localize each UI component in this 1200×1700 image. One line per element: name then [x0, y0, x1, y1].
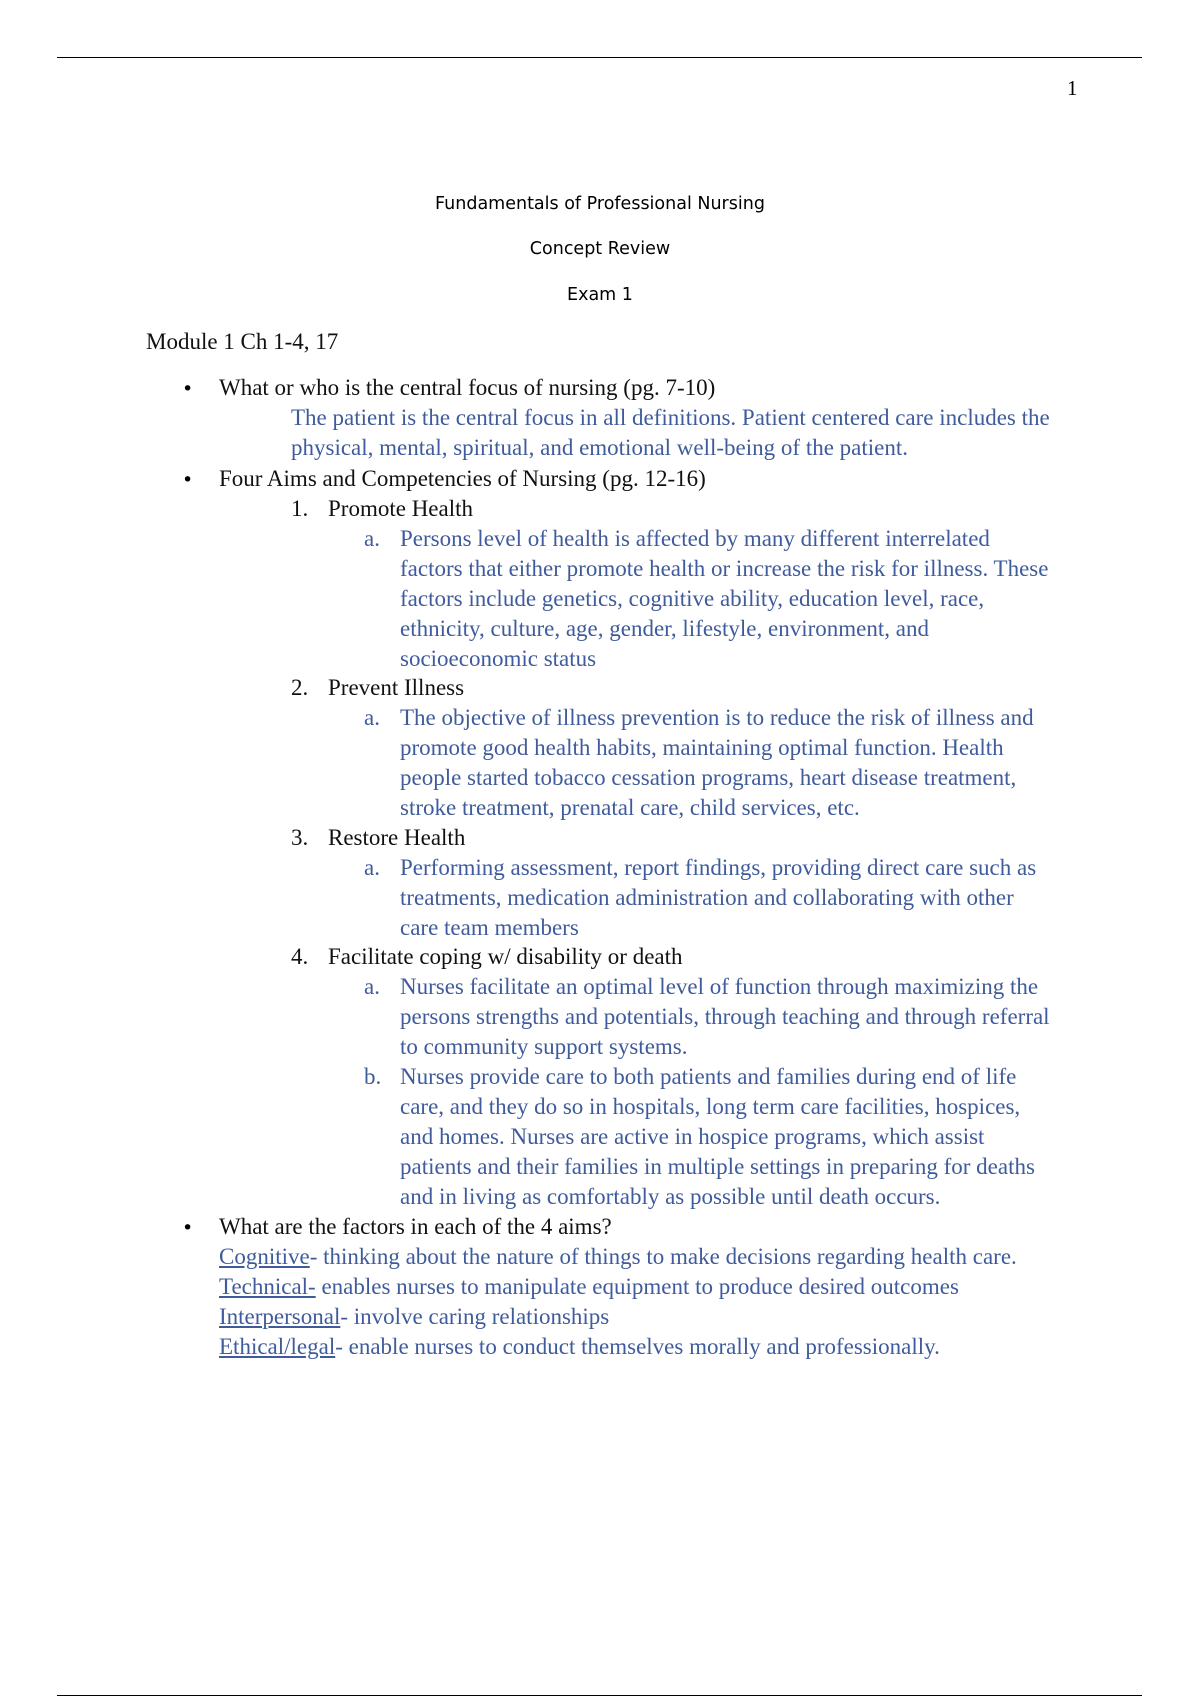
aim-number: 2. — [291, 675, 309, 700]
factor-term: Interpersonal — [219, 1304, 341, 1329]
sub-letter: a. — [364, 705, 380, 730]
aim-restore-health: Restore Health — [328, 825, 466, 850]
footer-rule — [57, 1695, 1142, 1696]
sub-letter: a. — [364, 526, 380, 551]
sub-line: stroke treatment, prenatal care, child services, etc. — [400, 795, 860, 820]
factor-description: - involve caring relationships — [340, 1304, 610, 1329]
sub-line: care team members — [400, 915, 579, 940]
sub-line: to community support systems. — [400, 1034, 688, 1059]
sub-line: promote good health habits, maintaining optimal function. Health — [400, 735, 1004, 760]
document-title: Fundamentals of Professional Nursing — [435, 194, 765, 214]
aim-promote-health: Promote Health — [328, 496, 473, 521]
sub-line: The objective of illness prevention is to reduce the risk of illness and — [400, 705, 1034, 730]
factor-description: enables nurses to manipulate equipment to produce desired outcomes — [315, 1274, 959, 1299]
sub-line: and homes. Nurses are active in hospice programs, which assist — [400, 1124, 985, 1149]
aim-facilitate-coping: Facilitate coping w/ disability or death — [328, 944, 683, 969]
factor-term: Technical- — [219, 1274, 316, 1299]
factor-description: - enable nurses to conduct themselves morally and professionally. — [335, 1334, 940, 1359]
sub-line: Persons level of health is affected by many different interrelated — [400, 526, 990, 551]
factor-technical — [219, 1272, 959, 1302]
question-four-aims: Four Aims and Competencies of Nursing (pg. 12-16) — [219, 466, 706, 491]
factor-term: Ethical/legal — [219, 1334, 336, 1359]
factor-cognitive — [219, 1242, 1017, 1272]
bullet-icon: • — [182, 378, 194, 400]
sub-line: treatments, medication administration and collaborating with other — [400, 885, 1014, 910]
aim-number: 4. — [291, 944, 309, 969]
answer-line: physical, mental, spiritual, and emotional well-being of the patient. — [291, 435, 909, 460]
factor-term: Cognitive — [219, 1244, 310, 1269]
document-subtitle: Concept Review — [529, 239, 671, 259]
sub-line: people started tobacco cessation programs, heart disease treatment, — [400, 765, 1017, 790]
answer-line: The patient is the central focus in all definitions. Patient centered care includes the — [291, 405, 1050, 430]
question-central-focus: What or who is the central focus of nursing (pg. 7-10) — [219, 375, 716, 400]
aim-number: 1. — [291, 496, 309, 521]
sub-letter: a. — [364, 974, 380, 999]
page-number: 1 — [1067, 76, 1078, 100]
sub-line: ethnicity, culture, age, gender, lifestyle, environment, and — [400, 616, 929, 641]
sub-line: Nurses facilitate an optimal level of function through maximizing the — [400, 974, 1039, 999]
sub-line: Performing assessment, report findings, providing direct care such as — [400, 855, 1037, 880]
bullet-icon: • — [182, 1217, 194, 1239]
sub-line: factors that either promote health or increase the risk for illness. These — [400, 556, 1049, 581]
sub-line: persons strengths and potentials, through teaching and through referral — [400, 1004, 1050, 1029]
sub-line: factors include genetics, cognitive ability, education level, race, — [400, 586, 985, 611]
question-factors: What are the factors in each of the 4 aims? — [219, 1214, 612, 1239]
factor-interpersonal — [219, 1302, 609, 1332]
document-exam-label: Exam 1 — [567, 285, 633, 305]
sub-line: socioeconomic status — [400, 646, 597, 671]
sub-letter: a. — [364, 855, 380, 880]
sub-line: and in living as comfortably as possible until death occurs. — [400, 1184, 941, 1209]
aim-prevent-illness: Prevent Illness — [328, 675, 465, 700]
module-heading: Module 1 Ch 1-4, 17 — [146, 329, 339, 354]
sub-letter: b. — [364, 1064, 382, 1089]
sub-line: patients and their families in multiple settings in preparing for deaths — [400, 1154, 1035, 1179]
factor-ethical-legal — [219, 1332, 940, 1362]
sub-line: care, and they do so in hospitals, long term care facilities, hospices, — [400, 1094, 1021, 1119]
header-rule — [57, 57, 1142, 58]
sub-line: Nurses provide care to both patients and families during end of life — [400, 1064, 1017, 1089]
factor-description: - thinking about the nature of things to make decisions regarding health care. — [309, 1244, 1017, 1269]
bullet-icon: • — [182, 469, 194, 491]
aim-number: 3. — [291, 825, 309, 850]
